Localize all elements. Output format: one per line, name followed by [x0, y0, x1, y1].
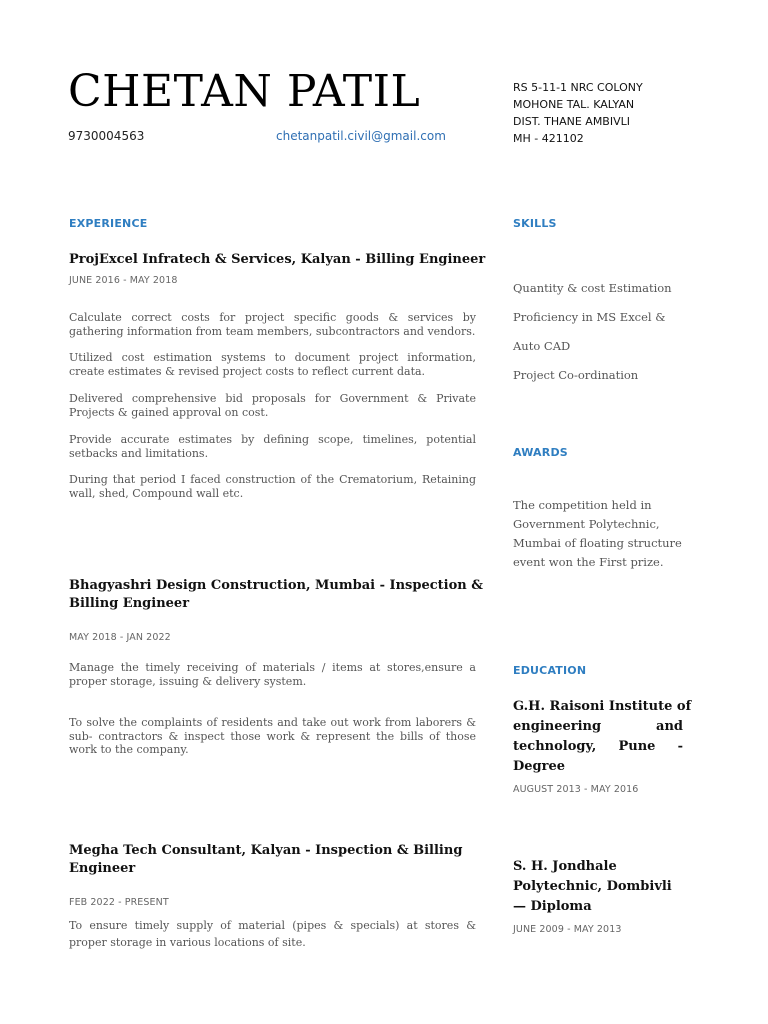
institution-line	[513, 717, 683, 737]
address-line: DIST. THANE AMBIVLI	[513, 115, 630, 128]
address-line: MH - 421102	[513, 132, 584, 145]
job-bullet: Manage the timely receiving of materials / items at stores,ensure a proper storage, issuing & delivery system.	[69, 661, 476, 688]
job-bullet: Provide accurate estimates by defining scope, timelines, potential setbacks and limitations.	[69, 433, 476, 460]
job-title-line: Bhagyashri Design Construction, Mumbai - Inspection &	[69, 578, 483, 593]
award-text: The competition held in Government Polytechnic, Mumbai of floating structure event won the First prize.	[513, 498, 682, 569]
skill-item: Quantity & cost Estimation	[513, 281, 672, 295]
job-title-line: Engineer	[69, 861, 136, 876]
job-title: ProjExcel Infratech & Services, Kalyan - Billing Engineer	[69, 252, 486, 267]
job-title-line: Billing Engineer	[69, 596, 190, 611]
institution-line: — Diploma	[513, 899, 592, 914]
education-institution	[513, 697, 692, 777]
job-bullet: Calculate correct costs for project specific goods & services by gathering information from team members, subcontractors and vendors.	[69, 311, 476, 338]
skill-item: Auto CAD	[513, 339, 571, 353]
job-bullet: To ensure timely supply of material (pipes & specials) at stores & proper storage in various locations of site.	[69, 919, 476, 949]
phone-number: 9730004563	[68, 129, 145, 143]
address-line: MOHONE TAL. KALYAN	[513, 98, 635, 111]
skill-item: Project Co-ordination	[513, 368, 639, 382]
awards-heading: AWARDS	[513, 446, 568, 459]
job-title	[69, 577, 483, 613]
address-line: RS 5-11-1 NRC COLONY	[513, 81, 643, 94]
institution-word: -	[677, 739, 683, 754]
job-date: FEB 2022 - PRESENT	[69, 897, 169, 908]
candidate-name: CHETAN PATIL	[68, 66, 421, 117]
job-bullet: Delivered comprehensive bid proposals for Government & Private Projects & gained approval on cost.	[69, 392, 476, 419]
experience-heading: EXPERIENCE	[69, 217, 148, 230]
institution-line: S. H. Jondhale	[513, 859, 617, 874]
institution-line: Degree	[513, 759, 566, 774]
job-bullet: During that period I faced construction of the Crematorium, Retaining wall, shed, Compound wall etc.	[69, 473, 476, 500]
education-date: JUNE 2009 - MAY 2013	[513, 924, 622, 935]
education-institution	[513, 857, 693, 917]
job-bullet: To solve the complaints of residents and take out work from laborers & sub- contractors & inspect those work & represent the bills of those work to the company.	[69, 716, 476, 756]
institution-word: and	[656, 719, 683, 734]
job-bullet: Utilized cost estimation systems to document project information, create estimates & revised project costs to reflect current data.	[69, 351, 476, 378]
address-block	[513, 79, 643, 147]
skills-heading: SKILLS	[513, 217, 557, 230]
institution-line	[513, 737, 683, 757]
institution-line: G.H. Raisoni Institute of	[513, 699, 692, 714]
job-title-line: Megha Tech Consultant, Kalyan - Inspection & Billing	[69, 843, 463, 858]
skill-item: Proficiency in MS Excel &	[513, 310, 666, 324]
job-date: MAY 2018 - JAN 2022	[69, 632, 171, 643]
institution-word: Pune	[618, 739, 656, 754]
institution-word: engineering	[513, 719, 602, 734]
institution-word: technology,	[513, 739, 597, 754]
education-heading: EDUCATION	[513, 664, 587, 677]
job-date: JUNE 2016 - MAY 2018	[69, 275, 178, 286]
institution-line: Polytechnic, Dombivli	[513, 879, 672, 894]
job-title	[69, 842, 479, 878]
email-address[interactable]: chetanpatil.civil@gmail.com	[276, 129, 446, 143]
education-date: AUGUST 2013 - MAY 2016	[513, 784, 639, 795]
